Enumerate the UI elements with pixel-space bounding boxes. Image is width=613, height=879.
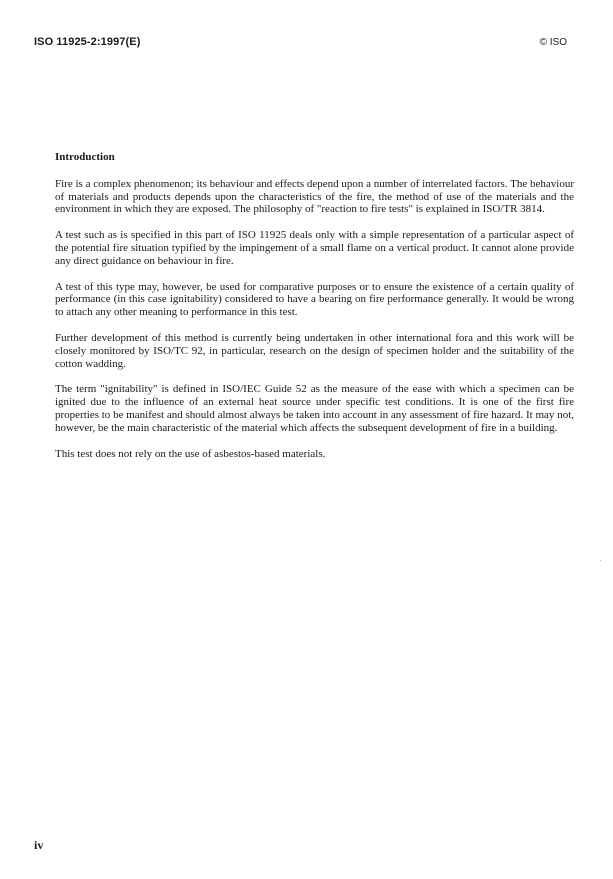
section-title: Introduction [55, 151, 115, 163]
paragraph-fire-complexity: Fire is a complex phenomenon; its behaviour and effects depend upon a number of interrelated factors. The behaviour of materials and products depends upon the characteristics of the fire, the method of use of the materials and the environment in which they are exposed. The philosophy of "reaction to fire tests" is explained in ISO/TR 3814. [55, 177, 574, 216]
paragraph-further-development: Further development of this method is currently being undertaken in other international fora and this work will be closely monitored by ISO/TC 92, in particular, research on the design of specimen holder and the suitability of the cotton wadding. [55, 331, 574, 370]
paragraph-asbestos-note: This test does not rely on the use of asbestos-based materials. [55, 447, 326, 460]
document-standard-id: ISO 11925-2:1997(E) [34, 36, 141, 48]
paragraph-test-scope: A test such as is specified in this part of ISO 11925 deals only with a simple representation of a particular aspect of the potential fire situation typified by the impingement of a small flame on a vertical product. It cannot alone provide any direct guidance on behaviour in fire. [55, 229, 574, 267]
scan-mark [600, 560, 601, 561]
page-number: iv [34, 838, 44, 852]
paragraph-comparative-use: A test of this type may, however, be used for comparative purposes or to ensure the existence of a certain quality of performance (in this case ignitability) considered to have a bearing on fire performance generally. It would be wrong to attach any other meaning to performance in this test. [55, 280, 574, 319]
paragraph-ignitability-definition: The term "ignitability" is defined in ISO/IEC Guide 52 as the measure of the ease with which a specimen can be ignited due to the influence of an external heat source under specific test conditions. It is one of the first fire properties to be manifest and should almost always be taken into account in any assessment of fire hazard. It may not, however, be the main characteristic of the material which affects the subsequent development of fire in a building. [55, 383, 574, 434]
copyright-notice: © ISO [539, 37, 567, 48]
introduction-section [55, 151, 574, 473]
